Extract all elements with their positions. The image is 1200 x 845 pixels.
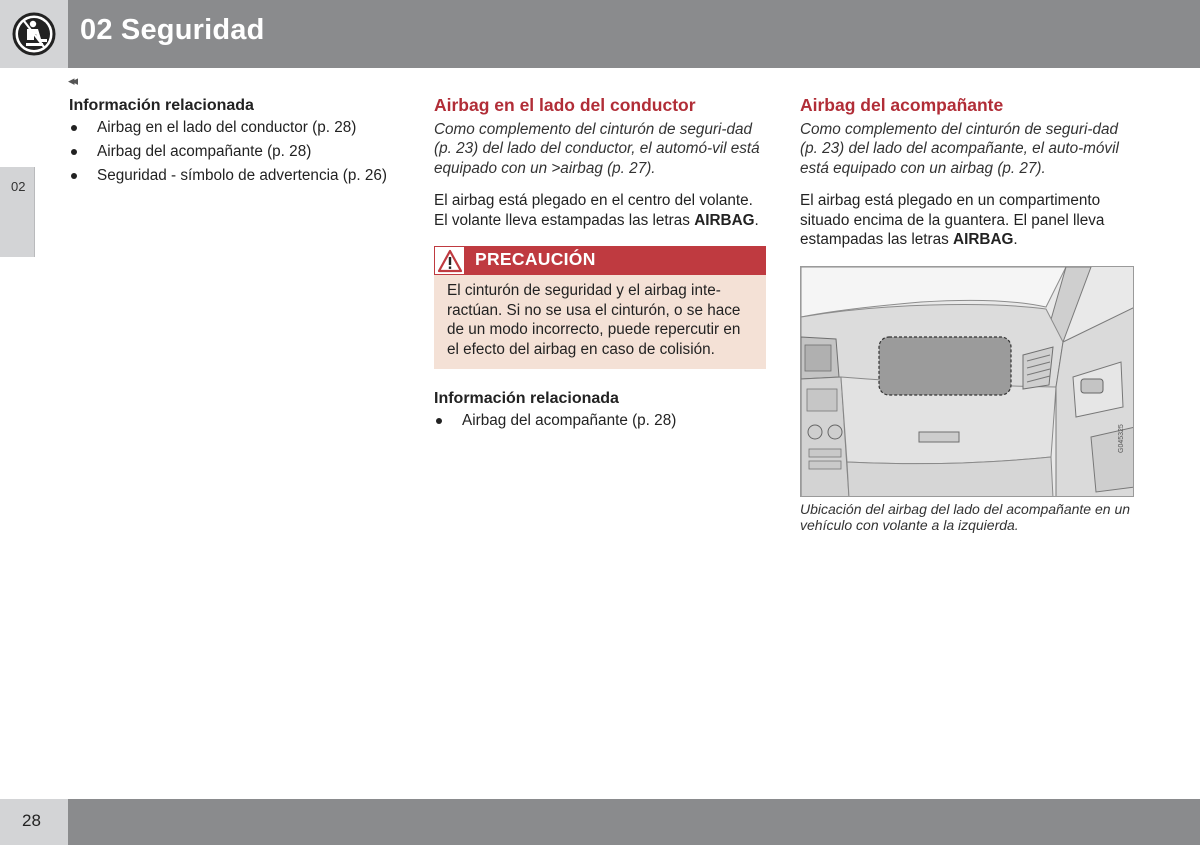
chapter-title: 02 Seguridad [80,14,265,46]
previous-page-arrows[interactable]: ◂◂ [68,73,76,88]
caution-title: PRECAUCIÓN [475,249,596,269]
related-info-heading: Información relacionada [69,97,254,114]
related-link-passenger-airbag[interactable]: Airbag del acompañante (p. 28) [69,142,399,162]
page-number-box [0,799,68,845]
chapter-side-tab[interactable] [0,167,35,257]
related-link-driver-airbag[interactable]: Airbag en el lado del conductor (p. 28) [69,118,399,138]
page-footer [0,799,1200,845]
seatbelt-warning-icon [12,12,56,56]
driver-airbag-title: Airbag en el lado del conductor [434,95,696,115]
driver-airbag-bold: AIRBAG [694,211,755,229]
driver-airbag-period: . [754,211,759,229]
figure-caption: Ubicación del airbag del lado del acompañante en un vehículo con volante a la izquierda. [800,500,1131,533]
driver-airbag-text: El airbag está plegado en el centro del volante. El volante lleva estampadas las letras [434,192,753,229]
column-passenger-airbag [800,96,1134,534]
caution-icon-box [434,246,465,275]
related-info-heading-2: Información relacionada [434,390,619,407]
column-driver-airbag [434,96,767,435]
chapter-tab-label: 02 [11,179,26,194]
driver-airbag-paragraph [434,191,767,230]
header-logo-area [0,0,68,68]
passenger-airbag-text: El airbag está plegado en un compartimento situado encima de la guantera. El panel lleva estampadas las letras [800,192,1105,248]
passenger-airbag-paragraph [800,191,1134,250]
page-header [0,0,1200,68]
figure-code: G045325 [1118,423,1125,453]
passenger-airbag-bold: AIRBAG [953,231,1014,248]
caution-box [434,246,766,369]
passenger-airbag-intro: Como complemento del cinturón de seguri-dad (p. 23) del lado del acompañante, el auto-móvil está equipado con un airbag (p. 27). [800,120,1119,177]
warning-triangle-icon [437,249,463,273]
related-info-list [69,118,399,186]
caution-body: El cinturón de seguridad y el airbag inte-ractúan. Si no se usa el cinturón, o se hace de un modo incorrecto, puede repercutir en el efecto del airbag en caso de colisión. [447,282,741,358]
passenger-airbag-title: Airbag del acompañante [800,95,1004,115]
caution-header [434,246,766,275]
column-related-info [69,96,399,190]
passenger-airbag-period: . [1013,231,1018,248]
page-number: 28 [22,811,41,830]
dashboard-drawing [801,267,1134,497]
related-link-warning-symbol[interactable]: Seguridad - símbolo de advertencia (p. 26) [69,166,399,186]
related-info-list-2 [434,411,767,431]
driver-airbag-intro: Como complemento del cinturón de seguri-dad (p. 23) del lado del conductor, el automó-vil está equipado con un >airbag (p. 27). [434,120,760,177]
related-link-passenger-airbag-2[interactable]: Airbag del acompañante (p. 28) [434,411,767,431]
dashboard-illustration [800,266,1134,497]
